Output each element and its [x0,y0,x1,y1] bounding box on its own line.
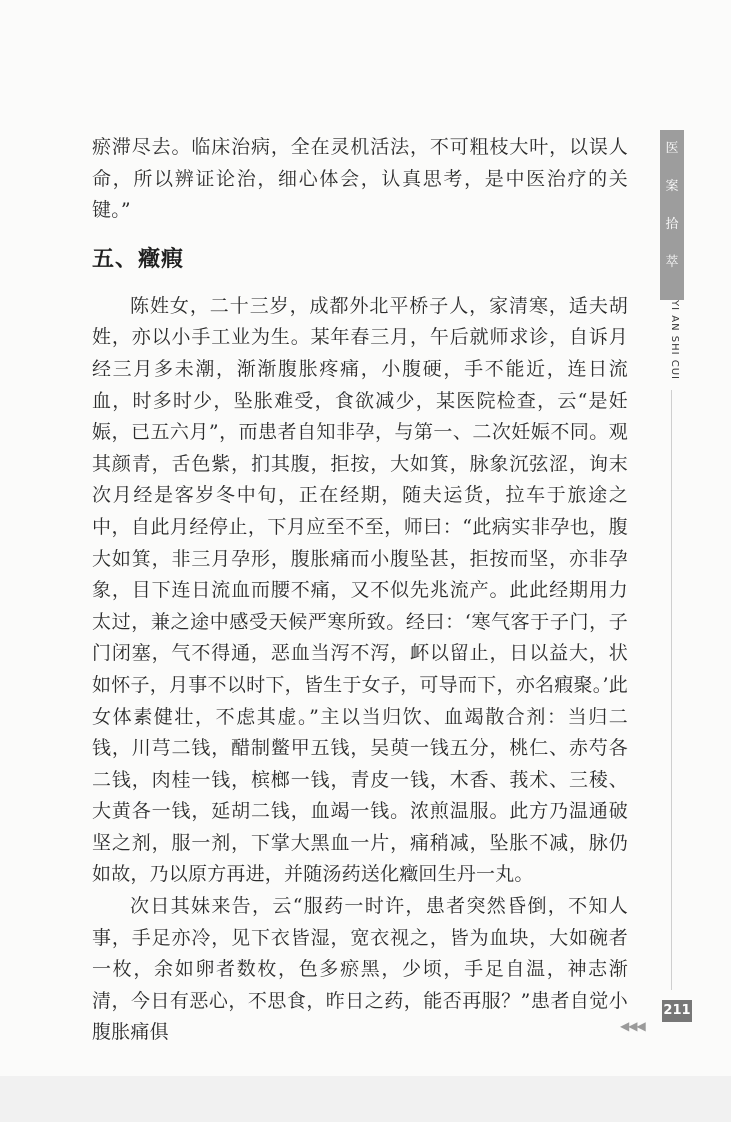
paragraph-case: 陈姓女，二十三岁，成都外北平桥子人，家清寒，适夫胡姓，亦以小手工业为生。某年春三月，午后就师求诊，自诉月经三月多未潮，渐渐腹胀疼痛，小腹硬，手不能近，连日流血，时多时少，坠胀难受，食欲减少，某医院检查，云“是妊娠，已五六月”，而患者自知非孕，与第一、二次妊娠不同。观其颜青，舌色紫，扪其腹，拒按，大如箕，脉象沉弦涩，询末次月经是客岁冬中旬，正在经期，随夫运货，拉车于旅途之中，自此月经停止，下月应至不至，师曰：“此病实非孕也，腹大如箕，非三月孕形，腹胀痛而小腹坠甚，拒按而坚，亦非孕象，目下连日流血而腰不痛，又不似先兆流产。此此经期用力太过，兼之途中感受天候严寒所致。经曰：‘寒气客于子门，子门闭塞，气不得通，恶血当泻不泻，衃以留止，日以益大，状如怀子，月事不以时下，皆生于女子，可导而下，亦名瘕聚。’此女体素健壮，不虑其虚。”主以当归饮、血竭散合剂：当归二钱，川芎二钱，醋制鳖甲五钱，吴萸一钱五分，桃仁、赤芍各二钱，肉桂一钱，槟榔一钱，青皮一钱，木香、莪术、三稜、大黄各一钱，延胡二钱，血竭一钱。浓煎温服。此方乃温通破坚之剂，服一剂，下掌大黑血一片，痛稍减，坠胀不减，脉仍如故，乃以原方再进，并随汤药送化癥回生丹一丸。 [92,294,628,886]
page-number: 211 [662,1000,692,1022]
paragraph-continued: 瘀滞尽去。临床治病，全在灵机活法，不可粗枝大叶，以误人命，所以辨证论治，细心体会，认真思考，是中医治疗的关键。” [92,136,628,222]
side-tab-char: 案 [665,179,679,194]
side-tab-char: 医 [665,141,679,156]
paragraph-next-day: 次日其妹来告，云“服药一时许，患者突然昏倒，不知人事，手足亦冷，见下衣皆湿，宽衣视之，皆为血块，大如碗者一枚，余如卵者数枚，色多瘀黑，少顷，手足自温，神志渐清，今日有恶心，不思食，昨日之药，能否再服？”患者自觉小腹胀痛俱 [92,895,628,1044]
bottom-margin [0,1076,731,1122]
side-tab-char: 拾 [665,217,679,232]
margin-rule [671,390,672,990]
body-text [92,132,628,1049]
arrow-icons: ◀◀◀ [620,1019,645,1033]
section-heading: 五、癥瘕 [92,246,185,272]
side-tab-char: 萃 [665,255,679,270]
side-tab-latin: YI AN SHI CUI [669,300,680,380]
side-tab [660,130,684,300]
